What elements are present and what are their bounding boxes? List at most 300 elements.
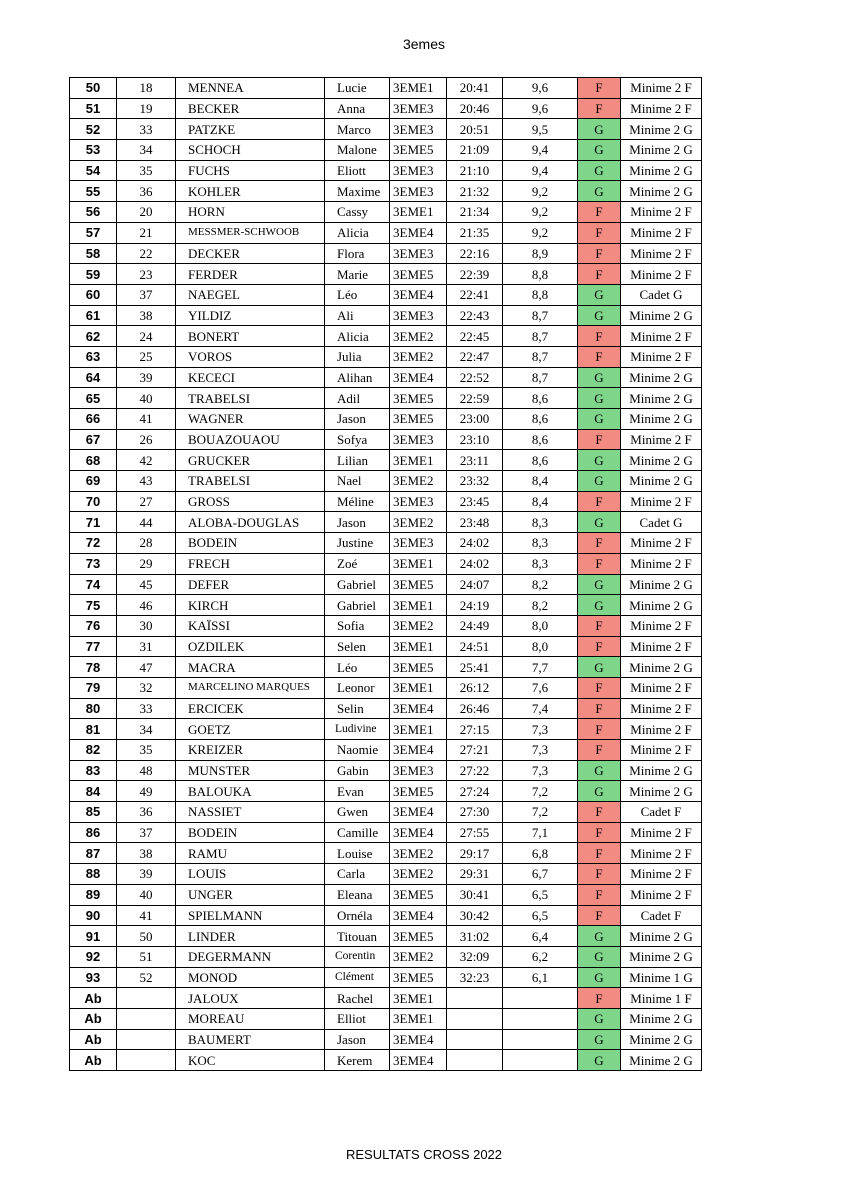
rank-cell: 76 <box>70 615 117 636</box>
rank-cell: 69 <box>70 471 117 492</box>
class-cell: 3EME3 <box>390 243 447 264</box>
category-cell: Minime 2 G <box>621 305 702 326</box>
rank-cell: 59 <box>70 264 117 285</box>
category-cell: Minime 2 G <box>621 781 702 802</box>
class-cell: 3EME5 <box>390 926 447 947</box>
rank-cell: 75 <box>70 595 117 616</box>
rank-cell: 60 <box>70 284 117 305</box>
last-name-cell: BECKER <box>176 98 325 119</box>
time-cell: 29:31 <box>447 864 503 885</box>
gender-cell: G <box>578 284 621 305</box>
rank-cell: 51 <box>70 98 117 119</box>
rank-cell: Ab <box>70 1008 117 1029</box>
first-name-cell: Marco <box>325 119 390 140</box>
category-cell: Minime 2 F <box>621 533 702 554</box>
first-name-cell: Anna <box>325 98 390 119</box>
time-cell: 20:51 <box>447 119 503 140</box>
gender-cell: G <box>578 967 621 988</box>
time-cell <box>447 1029 503 1050</box>
last-name-cell: MONOD <box>176 967 325 988</box>
first-name-cell: Nael <box>325 471 390 492</box>
table-row <box>70 636 702 657</box>
dossard-cell: 25 <box>117 346 176 367</box>
last-name-cell: BODEIN <box>176 822 325 843</box>
time-cell <box>447 1050 503 1071</box>
rank-cell: 78 <box>70 657 117 678</box>
time-cell: 20:41 <box>447 78 503 99</box>
dossard-cell: 31 <box>117 636 176 657</box>
speed-cell: 9,4 <box>503 140 578 161</box>
gender-cell: F <box>578 326 621 347</box>
table-row <box>70 429 702 450</box>
rank-cell: 83 <box>70 760 117 781</box>
class-cell: 3EME3 <box>390 491 447 512</box>
time-cell: 25:41 <box>447 657 503 678</box>
last-name-cell: OZDILEK <box>176 636 325 657</box>
first-name-cell: Alihan <box>325 367 390 388</box>
first-name-cell: Gwen <box>325 802 390 823</box>
class-cell: 3EME1 <box>390 202 447 223</box>
gender-cell: F <box>578 677 621 698</box>
speed-cell: 7,7 <box>503 657 578 678</box>
table-row <box>70 781 702 802</box>
category-cell: Minime 2 G <box>621 471 702 492</box>
first-name-cell: Jason <box>325 1029 390 1050</box>
gender-cell: F <box>578 884 621 905</box>
first-name-cell: Zoé <box>325 553 390 574</box>
class-cell: 3EME2 <box>390 864 447 885</box>
class-cell: 3EME1 <box>390 719 447 740</box>
class-cell: 3EME3 <box>390 160 447 181</box>
last-name-cell: PATZKE <box>176 119 325 140</box>
table-row <box>70 864 702 885</box>
time-cell: 21:34 <box>447 202 503 223</box>
time-cell: 27:22 <box>447 760 503 781</box>
last-name-cell: RAMU <box>176 843 325 864</box>
class-cell: 3EME5 <box>390 574 447 595</box>
category-cell: Minime 2 F <box>621 843 702 864</box>
rank-cell: 68 <box>70 450 117 471</box>
speed-cell: 8,7 <box>503 367 578 388</box>
gender-cell: G <box>578 1008 621 1029</box>
time-cell: 30:41 <box>447 884 503 905</box>
gender-cell: F <box>578 822 621 843</box>
first-name-cell: Jason <box>325 409 390 430</box>
time-cell: 31:02 <box>447 926 503 947</box>
dossard-cell <box>117 988 176 1009</box>
category-cell: Minime 2 F <box>621 98 702 119</box>
table-row <box>70 202 702 223</box>
first-name-cell: Louise <box>325 843 390 864</box>
speed-cell: 7,1 <box>503 822 578 843</box>
time-cell: 21:32 <box>447 181 503 202</box>
rank-cell: 91 <box>70 926 117 947</box>
table-row <box>70 946 702 967</box>
dossard-cell: 40 <box>117 388 176 409</box>
class-cell: 3EME1 <box>390 1008 447 1029</box>
category-cell: Minime 2 G <box>621 1050 702 1071</box>
rank-cell: 90 <box>70 905 117 926</box>
rank-cell: 84 <box>70 781 117 802</box>
dossard-cell: 22 <box>117 243 176 264</box>
dossard-cell: 52 <box>117 967 176 988</box>
category-cell: Minime 2 G <box>621 388 702 409</box>
dossard-cell: 50 <box>117 926 176 947</box>
category-cell: Minime 2 F <box>621 884 702 905</box>
table-row <box>70 491 702 512</box>
time-cell: 29:17 <box>447 843 503 864</box>
table-row <box>70 822 702 843</box>
class-cell: 3EME3 <box>390 429 447 450</box>
last-name-cell: TRABELSI <box>176 388 325 409</box>
class-cell: 3EME4 <box>390 1029 447 1050</box>
dossard-cell: 51 <box>117 946 176 967</box>
gender-cell: G <box>578 409 621 430</box>
rank-cell: 74 <box>70 574 117 595</box>
speed-cell: 8,8 <box>503 284 578 305</box>
class-cell: 3EME5 <box>390 409 447 430</box>
class-cell: 3EME4 <box>390 698 447 719</box>
rank-cell: 50 <box>70 78 117 99</box>
dossard-cell: 33 <box>117 698 176 719</box>
speed-cell: 8,7 <box>503 346 578 367</box>
category-cell: Minime 2 F <box>621 491 702 512</box>
category-cell: Minime 2 G <box>621 409 702 430</box>
time-cell: 27:30 <box>447 802 503 823</box>
class-cell: 3EME2 <box>390 471 447 492</box>
last-name-cell: GOETZ <box>176 719 325 740</box>
category-cell: Cadet F <box>621 905 702 926</box>
first-name-cell: Cassy <box>325 202 390 223</box>
gender-cell: F <box>578 98 621 119</box>
rank-cell: 79 <box>70 677 117 698</box>
first-name-cell: Sofya <box>325 429 390 450</box>
table-row <box>70 78 702 99</box>
last-name-cell: MENNEA <box>176 78 325 99</box>
gender-cell: G <box>578 781 621 802</box>
class-cell: 3EME3 <box>390 533 447 554</box>
gender-cell: F <box>578 429 621 450</box>
time-cell: 23:45 <box>447 491 503 512</box>
table-row <box>70 98 702 119</box>
table-row <box>70 160 702 181</box>
speed-cell: 8,0 <box>503 615 578 636</box>
dossard-cell: 32 <box>117 677 176 698</box>
gender-cell: G <box>578 595 621 616</box>
category-cell: Minime 2 G <box>621 181 702 202</box>
dossard-cell: 45 <box>117 574 176 595</box>
first-name-cell: Justine <box>325 533 390 554</box>
gender-cell: F <box>578 78 621 99</box>
time-cell: 27:21 <box>447 740 503 761</box>
class-cell: 3EME5 <box>390 140 447 161</box>
gender-cell: G <box>578 1029 621 1050</box>
rank-cell: 53 <box>70 140 117 161</box>
gender-cell: F <box>578 802 621 823</box>
first-name-cell: Rachel <box>325 988 390 1009</box>
gender-cell: F <box>578 553 621 574</box>
category-cell: Minime 2 F <box>621 264 702 285</box>
time-cell: 21:10 <box>447 160 503 181</box>
dossard-cell: 26 <box>117 429 176 450</box>
table-row <box>70 802 702 823</box>
class-cell: 3EME1 <box>390 636 447 657</box>
rank-cell: 73 <box>70 553 117 574</box>
last-name-cell: KREIZER <box>176 740 325 761</box>
speed-cell: 6,5 <box>503 905 578 926</box>
table-row <box>70 450 702 471</box>
last-name-cell: GRUCKER <box>176 450 325 471</box>
class-cell: 3EME4 <box>390 222 447 243</box>
last-name-cell: BONERT <box>176 326 325 347</box>
table-row <box>70 533 702 554</box>
time-cell: 30:42 <box>447 905 503 926</box>
dossard-cell: 28 <box>117 533 176 554</box>
last-name-cell: BODEIN <box>176 533 325 554</box>
time-cell <box>447 1008 503 1029</box>
last-name-cell: KIRCH <box>176 595 325 616</box>
speed-cell: 8,8 <box>503 264 578 285</box>
gender-cell: F <box>578 864 621 885</box>
category-cell: Minime 2 F <box>621 677 702 698</box>
last-name-cell: FUCHS <box>176 160 325 181</box>
first-name-cell: Kerem <box>325 1050 390 1071</box>
category-cell: Minime 2 F <box>621 864 702 885</box>
category-cell: Minime 1 F <box>621 988 702 1009</box>
speed-cell: 7,3 <box>503 760 578 781</box>
first-name-cell: Ali <box>325 305 390 326</box>
class-cell: 3EME5 <box>390 264 447 285</box>
time-cell: 32:23 <box>447 967 503 988</box>
category-cell: Minime 2 G <box>621 140 702 161</box>
speed-cell: 8,2 <box>503 574 578 595</box>
speed-cell: 9,2 <box>503 181 578 202</box>
last-name-cell: MACRA <box>176 657 325 678</box>
category-cell: Minime 2 F <box>621 326 702 347</box>
table-row <box>70 409 702 430</box>
rank-cell: 66 <box>70 409 117 430</box>
class-cell: 3EME5 <box>390 967 447 988</box>
first-name-cell: Gabriel <box>325 595 390 616</box>
table-row <box>70 326 702 347</box>
class-cell: 3EME2 <box>390 326 447 347</box>
dossard-cell: 24 <box>117 326 176 347</box>
time-cell: 22:47 <box>447 346 503 367</box>
rank-cell: 71 <box>70 512 117 533</box>
time-cell: 22:39 <box>447 264 503 285</box>
time-cell: 21:35 <box>447 222 503 243</box>
last-name-cell: JALOUX <box>176 988 325 1009</box>
table-row <box>70 243 702 264</box>
last-name-cell: SCHOCH <box>176 140 325 161</box>
first-name-cell: Carla <box>325 864 390 885</box>
dossard-cell <box>117 1050 176 1071</box>
first-name-cell: Léo <box>325 657 390 678</box>
category-cell: Minime 2 F <box>621 222 702 243</box>
first-name-cell: Méline <box>325 491 390 512</box>
first-name-cell: Evan <box>325 781 390 802</box>
time-cell: 26:12 <box>447 677 503 698</box>
table-row <box>70 388 702 409</box>
dossard-cell: 29 <box>117 553 176 574</box>
gender-cell: G <box>578 574 621 595</box>
dossard-cell: 30 <box>117 615 176 636</box>
first-name-cell: Ornéla <box>325 905 390 926</box>
first-name-cell: Elliot <box>325 1008 390 1029</box>
speed-cell: 7,2 <box>503 781 578 802</box>
dossard-cell: 43 <box>117 471 176 492</box>
first-name-cell: Léo <box>325 284 390 305</box>
gender-cell: G <box>578 450 621 471</box>
category-cell: Minime 2 F <box>621 202 702 223</box>
speed-cell: 7,3 <box>503 719 578 740</box>
gender-cell: G <box>578 119 621 140</box>
rank-cell: 54 <box>70 160 117 181</box>
gender-cell: F <box>578 843 621 864</box>
category-cell: Minime 2 G <box>621 450 702 471</box>
table-row <box>70 471 702 492</box>
last-name-cell: FERDER <box>176 264 325 285</box>
rank-cell: 65 <box>70 388 117 409</box>
time-cell: 22:16 <box>447 243 503 264</box>
category-cell: Minime 2 F <box>621 615 702 636</box>
first-name-cell: Camille <box>325 822 390 843</box>
gender-cell: G <box>578 367 621 388</box>
time-cell: 23:11 <box>447 450 503 471</box>
gender-cell: G <box>578 471 621 492</box>
last-name-cell: ALOBA-DOUGLAS <box>176 512 325 533</box>
gender-cell: F <box>578 243 621 264</box>
speed-cell: 6,5 <box>503 884 578 905</box>
last-name-cell: KOC <box>176 1050 325 1071</box>
dossard-cell: 49 <box>117 781 176 802</box>
gender-cell: F <box>578 346 621 367</box>
category-cell: Minime 2 G <box>621 946 702 967</box>
last-name-cell: MARCELINO MARQUES <box>176 677 325 698</box>
speed-cell: 8,4 <box>503 491 578 512</box>
rank-cell: 85 <box>70 802 117 823</box>
last-name-cell: MUNSTER <box>176 760 325 781</box>
time-cell: 23:32 <box>447 471 503 492</box>
category-cell: Cadet F <box>621 802 702 823</box>
category-cell: Minime 2 F <box>621 822 702 843</box>
category-cell: Cadet G <box>621 512 702 533</box>
speed-cell: 7,3 <box>503 740 578 761</box>
category-cell: Minime 2 G <box>621 926 702 947</box>
table-row <box>70 284 702 305</box>
speed-cell: 6,2 <box>503 946 578 967</box>
last-name-cell: DEGERMANN <box>176 946 325 967</box>
rank-cell: 55 <box>70 181 117 202</box>
gender-cell: G <box>578 160 621 181</box>
time-cell: 27:24 <box>447 781 503 802</box>
last-name-cell: KAÏSSI <box>176 615 325 636</box>
rank-cell: 61 <box>70 305 117 326</box>
first-name-cell: Malone <box>325 140 390 161</box>
category-cell: Minime 2 F <box>621 243 702 264</box>
dossard-cell: 36 <box>117 802 176 823</box>
rank-cell: 63 <box>70 346 117 367</box>
speed-cell: 8,4 <box>503 471 578 492</box>
first-name-cell: Julia <box>325 346 390 367</box>
speed-cell: 9,2 <box>503 202 578 223</box>
gender-cell: G <box>578 305 621 326</box>
table-row <box>70 346 702 367</box>
gender-cell: G <box>578 946 621 967</box>
speed-cell: 8,6 <box>503 388 578 409</box>
rank-cell: 77 <box>70 636 117 657</box>
last-name-cell: MESSMER-SCHWOOB <box>176 222 325 243</box>
speed-cell: 8,0 <box>503 636 578 657</box>
first-name-cell: Titouan <box>325 926 390 947</box>
class-cell: 3EME4 <box>390 1050 447 1071</box>
first-name-cell: Eliott <box>325 160 390 181</box>
last-name-cell: DEFER <box>176 574 325 595</box>
speed-cell: 8,7 <box>503 326 578 347</box>
rank-cell: 88 <box>70 864 117 885</box>
category-cell: Minime 2 F <box>621 553 702 574</box>
first-name-cell: Naomie <box>325 740 390 761</box>
dossard-cell <box>117 1008 176 1029</box>
category-cell: Minime 2 F <box>621 636 702 657</box>
rank-cell: 70 <box>70 491 117 512</box>
last-name-cell: DECKER <box>176 243 325 264</box>
time-cell: 22:52 <box>447 367 503 388</box>
rank-cell: 86 <box>70 822 117 843</box>
table-row <box>70 574 702 595</box>
category-cell: Minime 2 F <box>621 429 702 450</box>
gender-cell: F <box>578 222 621 243</box>
page-footer-text: RESULTATS CROSS 2022 <box>345 1147 503 1162</box>
time-cell: 32:09 <box>447 946 503 967</box>
category-cell: Minime 2 G <box>621 760 702 781</box>
rank-cell: 92 <box>70 946 117 967</box>
last-name-cell: ERCICEK <box>176 698 325 719</box>
table-row <box>70 264 702 285</box>
first-name-cell: Flora <box>325 243 390 264</box>
class-cell: 3EME4 <box>390 822 447 843</box>
dossard-cell: 27 <box>117 491 176 512</box>
rank-cell: 82 <box>70 740 117 761</box>
table-row <box>70 843 702 864</box>
dossard-cell: 36 <box>117 181 176 202</box>
gender-cell: G <box>578 181 621 202</box>
rank-cell: 87 <box>70 843 117 864</box>
speed-cell: 9,2 <box>503 222 578 243</box>
last-name-cell: VOROS <box>176 346 325 367</box>
rank-cell: 52 <box>70 119 117 140</box>
last-name-cell: FRECH <box>176 553 325 574</box>
rank-cell: 56 <box>70 202 117 223</box>
category-cell: Minime 2 F <box>621 698 702 719</box>
time-cell: 27:55 <box>447 822 503 843</box>
time-cell: 23:00 <box>447 409 503 430</box>
results-table <box>69 77 702 1071</box>
table-row <box>70 222 702 243</box>
speed-cell: 9,6 <box>503 98 578 119</box>
table-row <box>70 595 702 616</box>
rank-cell: 67 <box>70 429 117 450</box>
dossard-cell: 46 <box>117 595 176 616</box>
table-row <box>70 615 702 636</box>
table-row <box>70 181 702 202</box>
time-cell: 24:49 <box>447 615 503 636</box>
last-name-cell: KECECI <box>176 367 325 388</box>
table-row <box>70 305 702 326</box>
gender-cell: G <box>578 140 621 161</box>
dossard-cell: 35 <box>117 740 176 761</box>
time-cell: 21:09 <box>447 140 503 161</box>
